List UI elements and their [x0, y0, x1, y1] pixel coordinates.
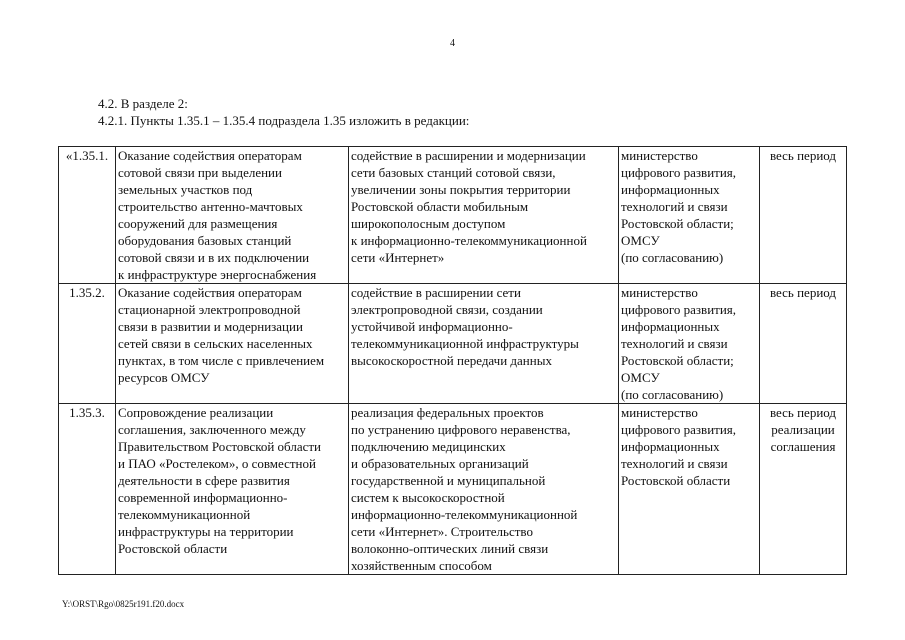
cell-text-line: строительство антенно-мачтовых — [118, 199, 303, 214]
measure-name-cell — [116, 147, 349, 284]
cell-text-line: технологий и связи — [621, 456, 728, 471]
cell-text-line: инфраструктуры на территории — [118, 524, 294, 539]
cell-text-line: увеличении зоны покрытия территории — [351, 182, 571, 197]
cell-text-line: ресурсов ОМСУ — [118, 370, 210, 385]
cell-text-line: цифрового развития, — [621, 302, 737, 317]
cell-text-line: (по согласованию) — [621, 250, 724, 265]
cell-text-line: реализации — [771, 422, 835, 437]
table-row — [59, 284, 847, 404]
cell-text-line: современной информационно- — [118, 490, 288, 505]
cell-text-line: пунктах, в том числе с привлечением — [118, 353, 325, 368]
cell-text-line: технологий и связи — [621, 199, 728, 214]
cell-text-line: Ростовской области; — [621, 216, 734, 231]
cell-text-line: содействие в расширении сети — [351, 285, 521, 300]
cell-text-line: земельных участков под — [118, 182, 253, 197]
page-number: 4 — [450, 38, 455, 49]
cell-text-line: сотовой связи при выделении — [118, 165, 282, 180]
cell-text-line: электропроводной связи, создании — [351, 302, 543, 317]
cell-text-line: государственной и муниципальной — [351, 473, 546, 488]
period-cell — [760, 284, 847, 404]
item-number-cell: 1.35.3. — [59, 404, 116, 575]
period-cell — [760, 404, 847, 575]
cell-text-line: сети «Интернет». Строительство — [351, 524, 533, 539]
cell-text-line: и ПАО «Ростелеком», о совместной — [118, 456, 316, 471]
cell-text-line: министерство — [621, 285, 698, 300]
cell-text-line: Оказание содействия операторам — [118, 148, 302, 163]
measure-name-cell — [116, 284, 349, 404]
cell-text-line: сети базовых станций сотовой связи, — [351, 165, 556, 180]
cell-text-line: Ростовской области — [118, 541, 228, 556]
cell-text-line: телекоммуникационной инфраструктуры — [351, 336, 579, 351]
period-cell — [760, 147, 847, 284]
cell-text-line: стационарной электропроводной — [118, 302, 301, 317]
cell-text-line: и образовательных организаций — [351, 456, 529, 471]
cell-text-line: цифрового развития, — [621, 422, 737, 437]
cell-text-line: ОМСУ — [621, 233, 660, 248]
cell-text-line: волоконно-оптических линий связи — [351, 541, 549, 556]
cell-text-line: телекоммуникационной — [118, 507, 251, 522]
cell-text-line: информационных — [621, 182, 720, 197]
expected-result-cell — [349, 147, 619, 284]
cell-text-line: соглашения — [770, 439, 836, 454]
intro-section-line: 4.2. В разделе 2: — [98, 96, 188, 111]
cell-text-line: устойчивой информационно- — [351, 319, 513, 334]
cell-text-line: министерство — [621, 148, 698, 163]
cell-text-line: подключению медицинских — [351, 439, 506, 454]
cell-text-line: Правительством Ростовской области — [118, 439, 322, 454]
executor-cell — [619, 404, 760, 575]
cell-text-line: технологий и связи — [621, 336, 728, 351]
cell-text-line: связи в развитии и модернизации — [118, 319, 303, 334]
intro-clause-line: 4.2.1. Пункты 1.35.1 – 1.35.4 подраздела 1.35 изложить в редакции: — [98, 113, 470, 128]
cell-text-line: соглашения, заключенного между — [118, 422, 306, 437]
cell-text-line: министерство — [621, 405, 698, 420]
cell-text-line: деятельности в сфере развития — [118, 473, 290, 488]
cell-text-line: информационных — [621, 319, 720, 334]
cell-text-line: Сопровождение реализации — [118, 405, 274, 420]
cell-text-line: сотовой связи и в их подключении — [118, 250, 310, 265]
cell-text-line: весь период — [769, 405, 837, 420]
file-path-footer: Y:\ORST\Rgo\0825r191.f20.docx — [62, 599, 185, 609]
cell-text-line: информационных — [621, 439, 720, 454]
cell-text-line: цифрового развития, — [621, 165, 737, 180]
cell-text-line: по устранению цифрового неравенства, — [351, 422, 571, 437]
cell-text-line: оборудования базовых станций — [118, 233, 292, 248]
measure-name-cell — [116, 404, 349, 575]
executor-cell — [619, 147, 760, 284]
cell-text-line: весь период — [769, 148, 837, 163]
cell-text-line: Оказание содействия операторам — [118, 285, 302, 300]
cell-text-line: систем к высокоскоростной — [351, 490, 505, 505]
cell-text-line: широкополосным доступом — [351, 216, 506, 231]
cell-text-line: Ростовской области мобильным — [351, 199, 529, 214]
cell-text-line: содействие в расширении и модернизации — [351, 148, 586, 163]
cell-text-line: реализация федеральных проектов — [351, 405, 544, 420]
expected-result-cell — [349, 284, 619, 404]
cell-text-line: высокоскоростной передачи данных — [351, 353, 552, 368]
cell-text-line: информационно-телекоммуникационной — [351, 507, 578, 522]
measures-table — [58, 146, 847, 575]
cell-text-line: хозяйственным способом — [351, 558, 492, 573]
cell-text-line: сетей связи в сельских населенных — [118, 336, 313, 351]
cell-text-line: сооружений для размещения — [118, 216, 278, 231]
cell-text-line: ОМСУ — [621, 370, 660, 385]
intro-text — [98, 95, 469, 129]
cell-text-line: Ростовской области — [621, 473, 731, 488]
item-number-cell: «1.35.1. — [59, 147, 116, 284]
expected-result-cell — [349, 404, 619, 575]
cell-text-line: (по согласованию) — [621, 387, 724, 402]
cell-text-line: к информационно-телекоммуникационной — [351, 233, 587, 248]
table-row — [59, 404, 847, 575]
executor-cell — [619, 284, 760, 404]
cell-text-line: Ростовской области; — [621, 353, 734, 368]
cell-text-line: сети «Интернет» — [351, 250, 445, 265]
cell-text-line: весь период — [769, 285, 837, 300]
item-number-cell: 1.35.2. — [59, 284, 116, 404]
cell-text-line: к инфраструктуре энергоснабжения — [118, 267, 317, 282]
table-row — [59, 147, 847, 284]
